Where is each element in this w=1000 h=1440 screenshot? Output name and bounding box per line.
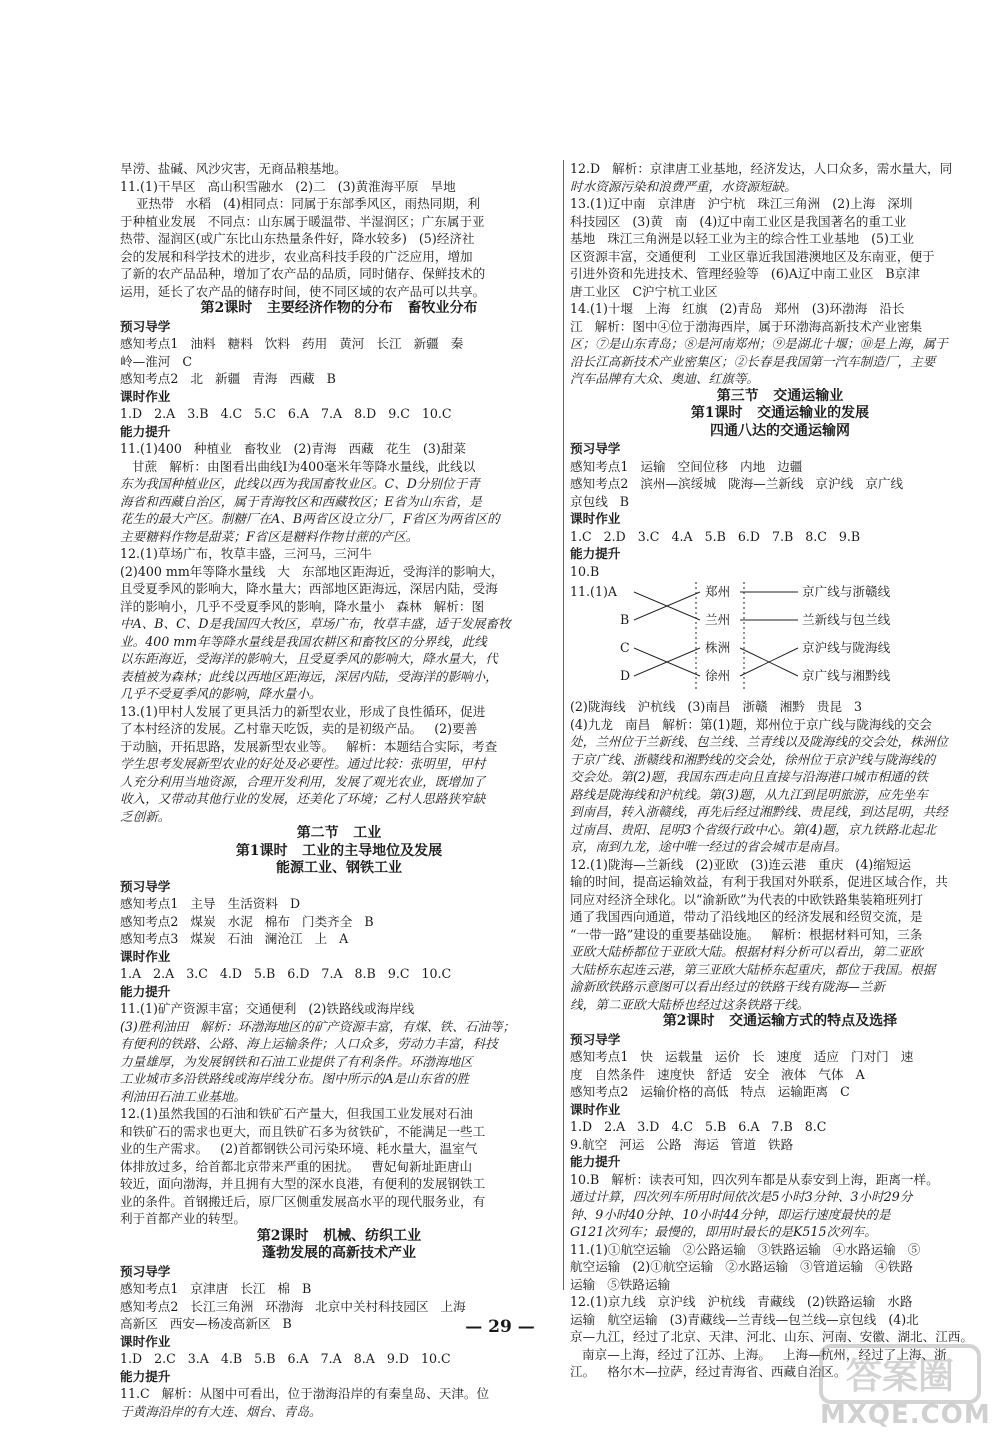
right-column-text-line: 第2课时 交通运输方式的特点及选择 <box>662 1013 898 1029</box>
column-divider <box>563 160 564 1290</box>
right-column-text-line: 区资源丰富，交通便利 工业区靠近我国港澳地区及东南亚，便于 <box>570 248 935 264</box>
left-column-lines-line: 几乎不受夏季风的影响，降水量小。 <box>120 686 322 701</box>
right-column-text-line: 9.航空 河运 公路 海运 管道 铁路 <box>570 1136 794 1152</box>
left-column-lines-line: 主要糖料作物是甜菜；F省区是糖料作物甘蔗的产区。 <box>120 528 419 544</box>
diagram-city-xuzhou: 徐州 <box>705 668 731 683</box>
left-column-lines-line: 海省和西藏自治区，属于青海牧区和西藏牧区；E省为山东省，是 <box>120 493 482 509</box>
watermark-url: MXQE.COM <box>820 1400 991 1430</box>
right-column-text-line: 京，南到九龙，途中唯一经过的省会城市是南昌。 <box>570 839 848 854</box>
left-column-lines-line: 能力提升 <box>120 1368 171 1384</box>
left-column-lines-line: 感知考点2 长江三角洲 环渤海 北京中关村科技园区 上海 <box>120 1298 466 1314</box>
right-column-text-line: 于京广线、浙赣线和湘黔线的交会处，徐州位于京沪线与陇海线的 <box>570 751 936 767</box>
left-column-lines-line: 11.(1)400 种植业 畜牧业 (2)青海 西藏 花生 (3)甜菜 <box>120 441 466 456</box>
right-column-text-line: 同应对经济全球化。以“渝新欧”为代表的中欧铁路集装箱班列打 <box>570 891 923 907</box>
left-column-lines-line: 1.D 2.A 3.B 4.C 5.C 6.A 7.A 8.D 9.C 10.C <box>120 406 452 421</box>
right-column-text-line: 能力提升 <box>570 546 621 561</box>
left-column-lines-line: 体排放过多，给首都北京带来严重的困扰。 曹妃甸新址距唐山 <box>120 1158 473 1174</box>
right-column-text-line: “一带一路”建设的重要基础设施。 解析：根据材料可知，三条 <box>570 926 923 942</box>
diagram-letter-c: C <box>620 640 630 655</box>
left-column-lines-line: 13.(1)甲村人发展了更具活力的新型农业，形成了良性循环，促进 <box>120 703 486 719</box>
left-column-lines-line: (2)400 mm年等降水量线 大 东部地区距海近，受海洋的影响大， <box>120 563 504 579</box>
railway-junction-matching-diagram <box>570 580 990 698</box>
left-column-lines-line: 11.(1)矿产资源丰富；交通便利 (2)铁路线或海岸线 <box>120 1001 415 1016</box>
left-column-lines-line: 表植被为森林；此线以西地区距海远，深居内陆，受海洋的影响小， <box>120 668 498 684</box>
diagram-line-1: 京广线与浙赣线 <box>802 584 891 599</box>
left-column-lines-line: 感知考点3 煤炭 石油 澜沧江 上 A <box>120 931 349 946</box>
diagram-city-zhengzhou: 郑州 <box>705 584 731 599</box>
right-column-text-line: 大陆桥东起连云港，第三亚欧大陆桥东起重庆，都位于我国。根据 <box>570 961 936 977</box>
right-column-text-line: (2)陇海线 沪杭线 (3)南昌 浙赣 湘黔 贵昆 3 <box>570 699 863 714</box>
right-column-text-line: 时水资源污染和浪费严重，水资源短缺。 <box>570 178 797 194</box>
right-column-text-line: 渝新欧铁路示意图可以看出经过的铁路干线有陇海—兰新 <box>570 979 885 994</box>
right-column-text-line: 感知考点2 运输价格的高低 特点 运输距离 C <box>570 1084 850 1099</box>
right-column-text-line: 四通八达的交通运输网 <box>710 422 850 439</box>
right-column-text-line: 交会处。第(2)题，我国东西走向且直接与沿海港口城市相通的铁 <box>570 769 928 784</box>
left-column-lines-line: 会的发展和科学技术的进步，农业高科技手段的广泛应用，增加 <box>120 248 473 264</box>
right-column-text-line: 钟、9小时40分钟、10小时44分钟，即运行速度最快的是 <box>570 1206 891 1222</box>
diagram-line-4: 京广线与湘黔线 <box>802 668 891 683</box>
left-column-lines-line: 第2课时 机械、纺织工业 <box>256 1227 422 1244</box>
left-column-lines-line: 有便利的铁路、公路、海上运输条件；人口众多，劳动力丰富，科技 <box>120 1036 498 1051</box>
right-column-text-line: 12.D 解析：京津唐工业基地，经济发达，人口众多，需水量大，同 <box>570 161 953 176</box>
right-column-text-line: 感知考点1 运输 空间位移 内地 边疆 <box>570 458 803 474</box>
left-column-lines-line: 11.(1)干旱区 高山积雪融水 (2)二 (3)黄淮海平原 旱地 <box>120 178 456 194</box>
right-column-text-line: 科技园区 (3)黄 南 (4)辽中南工业区是我国著名的重工业 <box>570 213 907 229</box>
left-column-lines-line: 洋的影响小，几乎不受夏季风的影响，降水量小 森林 解析：图 <box>120 598 485 614</box>
left-column-lines-line: 11.C 解析：从图中可看出，位于渤海沿岸的有秦皇岛、天津。位 <box>120 1386 490 1401</box>
right-column-text-line: 亚欧大陆桥都位于亚欧大陆。根据材料分析可以看出，第二亚欧 <box>570 944 923 959</box>
left-column-lines-line: 1.A 2.A 3.C 4.D 5.B 6.D 7.A 8.B 9.C 10.C <box>120 966 452 981</box>
left-column-lines-line: 感知考点1 京津唐 长江 棉 B <box>120 1281 312 1296</box>
svg-text:答案圈: 答案圈 <box>845 1356 955 1397</box>
right-column-text-line: 第三节 交通运输业 <box>716 387 844 404</box>
right-column-text-line: 通了我国西向通道，带动了沿线地区的经济发展和经贸交流，是 <box>570 909 923 924</box>
right-column-text-line: 预习导学 <box>570 1031 621 1047</box>
left-column-lines-line: 收入，又带动其他行业的发展，还美化了环境；乙村人思路狭窄缺 <box>120 791 486 806</box>
left-column-lines-line: 业。400 mm年等降水量线是我国农耕区和畜牧区的分界线，此线 <box>120 633 487 649</box>
right-column-text-line: 12.(1)陇海—兰新线 (2)亚欧 (3)连云港 重庆 (4)缩短运 <box>570 856 911 872</box>
left-column-lines-line: 于种植业发展 不同点：山东属于暖温带、半湿润区；广东属于亚 <box>120 213 485 229</box>
left-column-lines-line: 东为我国种植业区，此线以西为我国畜牧业区。C、D分别位于青 <box>120 476 480 491</box>
diagram-line-2: 兰新线与包兰线 <box>802 612 891 627</box>
right-column-text-line: 路线是陇海线和沪杭线。第(3)题，从九江到昆明旅游，应先坐车 <box>570 786 928 802</box>
right-column-text-line: 处，兰州位于兰新线、包兰线、兰青线以及陇海线的交会处，株洲位 <box>570 734 948 749</box>
right-column-text-line: 11.(1)①航空运输 ②公路运输 ③铁路运输 ④水路运输 ⑤ <box>570 1241 921 1257</box>
left-column-lines-line: 1.D 2.C 3.A 4.B 5.B 6.A 7.A 8.A 9.D 10.C <box>120 1351 451 1366</box>
right-column-text-line: 输的时间，提高运输效益，有利于我国对外联系，促进区域合作，共 <box>570 874 948 889</box>
page-number: — 29 — <box>465 1317 535 1337</box>
right-column-text-line: 江。 格尔木—拉萨，经过青海省、西藏自治区。 <box>570 1364 847 1379</box>
right-column-text-line: 航空运输 (2)①航空运输 ②水路运输 ③管道运输 ④铁路 <box>570 1259 913 1274</box>
left-column-lines-line: 能力提升 <box>120 423 171 439</box>
right-column-text-line: 引进外资和先进技术、管理经验等 (6)A辽中南工业区 B京津 <box>570 266 920 281</box>
left-column-lines-line: 业的条件。首钢搬迁后，原厂区侧重发展高水平的现代服务业，有 <box>120 1193 486 1209</box>
right-column-text-line: 10.B 解析：读表可知，四次列车都是从泰安到上海，距离一样。 <box>570 1171 939 1187</box>
left-column-lines-line: 利油田石油工业基地。 <box>120 1088 246 1104</box>
left-column-lines-line: 和铁矿石的需求也更大，而且铁矿石多为贫铁矿，不能满足一些工 <box>120 1123 486 1139</box>
diagram-city-zhuzhou: 株洲 <box>705 640 731 655</box>
right-column-text-line: 到南昌，转入浙赣线，再先后经过湘黔线、贵昆线，到达昆明，共经 <box>570 804 948 819</box>
left-column-lines-line: 了新的农产品品种，增加了农产品的品质，同时储存、保鲜技术的 <box>120 266 486 281</box>
right-column-text-line: 感知考点2 滨州—滨绥城 陇海—兰新线 京沪线 京广线 <box>570 476 904 491</box>
left-column-lines-line: 感知考点2 煤炭 水泥 棉布 门类齐全 B <box>120 913 374 929</box>
right-column-text-line: 13.(1)辽中南 京津唐 沪宁杭 珠江三角洲 (2)上海 深圳 <box>570 196 913 211</box>
right-column-text-line: 课时作业 <box>570 1101 621 1117</box>
left-column-lines-line: 热带、湿润区(或广东比山东热量条件好，降水较多) (5)经济社 <box>120 231 475 246</box>
right-column-text-line: 运输 航空运输 (3)青藏线—兰青线—包兰线—京包线 (4)北 <box>570 1311 919 1327</box>
left-column-lines-line: 利于首都产业的转型。 <box>120 1211 246 1226</box>
left-column-lines-line: 花生的最大产区。制糖厂在A、B两省区设立分厂，F省区为两省区的 <box>120 511 500 526</box>
right-column-text-line: 沿长江高新技术产业密集区；②长春是我国第一汽车制造厂，主要 <box>570 353 936 369</box>
right-column-text-line: 1.D 2.A 3.D 4.C 5.B 6.A 7.B 8.C <box>570 1119 827 1134</box>
left-column-lines-line: 第1课时 工业的主导地位及发展 <box>235 842 443 859</box>
diagram-line-3: 京沪线与陇海线 <box>802 640 891 655</box>
left-column-lines-line: 运用，延长了农产品的储存时间，使不同区域的农产品可以共享。 <box>120 283 486 299</box>
left-column-lines-line: 于黄海沿岸的有大连、烟台、青岛。 <box>120 1403 322 1419</box>
left-column-lines-line: 第2课时 主要经济作物的分布 畜牧业分布 <box>200 300 478 316</box>
right-column-text-line: 区；⑦是山东青岛；⑧是河南郑州；⑨是湖北十堰；⑩是上海，属于 <box>570 336 948 351</box>
left-column-lines-line: 高新区 西安—杨凌高新区 B <box>120 1316 292 1331</box>
right-column-text-line: 预习导学 <box>570 441 621 456</box>
left-column-lines-line: 能源工业、钢铁工业 <box>276 860 402 876</box>
right-column-text-line: 感知考点1 快 运载量 运价 长 速度 适应 门对门 速 <box>570 1049 914 1064</box>
right-column-text-line: 能力提升 <box>570 1154 621 1169</box>
right-column-text-line: 唐工业区 C沪宁杭工业区 <box>570 283 718 299</box>
left-column-lines-line: 能力提升 <box>120 983 171 999</box>
left-column-lines-line: 蓬勃发展的高新技术产业 <box>262 1245 416 1261</box>
left-column-lines-line: 预习导学 <box>120 878 171 894</box>
left-column-lines-line: 且受夏季风的影响大，降水量大；西部地区距海远，深居内陆，受海 <box>120 581 498 596</box>
left-column <box>120 160 558 1420</box>
right-column-text-line: 京包线 B <box>570 493 630 509</box>
right-column <box>570 160 990 1381</box>
left-column-lines-line: 预习导学 <box>120 1263 171 1279</box>
right-column-text-line: 第1课时 交通运输业的发展 <box>690 405 870 421</box>
left-column-lines-line: 业的生产需求。 (2)首都钢铁公司污染环境、耗水量大，温室气 <box>120 1141 478 1156</box>
left-column-lines-line: 较近，面向渤海，并且拥有大型的深水良港，有便利的发展钢铁工 <box>120 1176 486 1191</box>
right-column-text-line: 基地 珠江三角洲是以轻工业为主的综合性工业基地 (5)工业 <box>570 231 915 246</box>
diagram-city-lanzhou: 兰州 <box>705 612 731 627</box>
right-column-text-line: 运输 ⑤铁路运输 <box>570 1276 671 1292</box>
left-column-lines-line: 以东距海近，受海洋的影响大，且受夏季风的影响大，降水量大，代 <box>120 651 498 666</box>
left-column-lines-line: 乏创新。 <box>120 808 171 824</box>
right-column-text-line: 10.B <box>570 563 600 579</box>
diagram-question-label: 11.(1)A <box>570 584 617 599</box>
left-column-lines-line: 中A、B、C、D是我国四大牧区，草场广布，牧草丰盛，适于发展畜牧 <box>120 616 511 631</box>
left-column-lines-line: 课时作业 <box>120 388 171 404</box>
right-column-text-line: 南京—上海，经过了江苏、上海。 上海—杭州，经过了上海、浙 <box>570 1346 947 1362</box>
right-column-bottom-text <box>570 698 990 1381</box>
left-column-lines-line: 感知考点1 主导 生活资料 D <box>120 896 301 911</box>
left-column-lines-line: 课时作业 <box>120 948 171 964</box>
right-column-text-line: 课时作业 <box>570 511 621 526</box>
right-column-text-line: 江 解析：图中④位于渤海西岸，属于环渤海高新技术产业密集 <box>570 318 923 334</box>
left-column-lines-line: 旱涝、盐碱、风沙灾害，无商品粮基地。 <box>120 161 347 176</box>
left-column-lines-line: 第二节 工业 <box>296 825 382 841</box>
left-column-lines-line: 学生思考发展新型农业的好处及必要性。通过比较：张明里，甲村 <box>120 756 486 771</box>
left-column-lines-line: (3)胜利油田 解析：环渤海地区的矿产资源丰富，有煤、铁、石油等； <box>120 1018 516 1034</box>
left-column-lines-line: 感知考点2 北 新疆 青海 西藏 B <box>120 371 336 386</box>
left-column-lines-line: 亚热带 水稻 (4)相同点：同属于东部季风区，雨热同期，利 <box>120 196 481 211</box>
right-column-text-line: 过南昌、贵阳、昆明3个省级行政中心。第(4)题，京九铁路北起北 <box>570 821 936 837</box>
left-column-lines-line: 预习导学 <box>120 318 171 334</box>
left-column-lines-line: 12.(1)草场广布，牧草丰盛，三河马，三河牛 <box>120 546 372 561</box>
left-column-lines-line: 课时作业 <box>120 1333 171 1349</box>
right-column-text-line: 汽车品牌有大众、奥迪、红旗等。 <box>570 371 759 386</box>
right-column-text-line: 通过计算，四次列车所用时间依次是5小时3分钟、3小时29分 <box>570 1189 913 1204</box>
left-column-lines-line: 工业城市多沿铁路线或海岸线分布。图中所示的A是山东省的胜 <box>120 1071 470 1086</box>
left-column-lines-line: 甘蔗 解析：由图看出曲线Ⅰ为400毫米年等降水量线，此线以 <box>120 458 476 474</box>
left-column-lines-line: 感知考点1 油料 糖料 饮料 药用 黄河 长江 新疆 秦 <box>120 336 464 351</box>
left-column-lines-line: 岭—淮河 C <box>120 353 193 369</box>
diagram-connectors <box>570 580 990 698</box>
left-column-lines-line: 12.(1)虽然我国的石油和铁矿石产量大，但我国工业发展对石油 <box>120 1106 473 1121</box>
right-column-text-line: G121次列车；最慢的，即用时最长的是K515次列车。 <box>570 1224 877 1239</box>
right-column-text-line: (4)九龙 南昌 解析：第(1)题，郑州位于京广线与陇海线的交会 <box>570 716 932 732</box>
left-column-lines-line: 于动脑，开拓思路，发展新型农业等。 解析：本题结合实际，考查 <box>120 738 498 754</box>
diagram-letter-d: D <box>620 668 631 683</box>
right-column-text-line: 14.(1)十堰 上海 红旗 (2)青岛 郑州 (3)环渤海 沿长 <box>570 301 905 316</box>
diagram-letter-b: B <box>620 612 630 627</box>
left-column-lines-line: 力量雄厚，为发展钢铁和石油工业提供了有利条件。环渤海地区 <box>120 1053 473 1069</box>
right-column-text-line: 12.(1)京九线 京沪线 沪杭线 青藏线 (2)铁路运输 水路 <box>570 1294 913 1309</box>
right-column-text-line: 度 自然条件 速度快 舒适 安全 液体 气体 A <box>570 1066 865 1082</box>
left-column-lines-line: 了本村经济的发展。乙村靠天吃饭，卖的是初级产品。 (2)要善 <box>120 721 478 736</box>
right-column-text-line: 1.C 2.D 3.C 4.A 5.B 6.D 7.B 8.C 9.B <box>570 528 861 544</box>
right-column-text-line: 线，第二亚欧大陆桥也经过这条铁路干线。 <box>570 996 810 1012</box>
right-column-text-line: 京—九江，经过了北京、天津、河北、山东、河南、安徽、湖北、江西。 <box>570 1329 973 1344</box>
left-column-lines-line: 人充分利用当地资源，合理开发利用，发展了观光农业，既增加了 <box>120 773 486 789</box>
right-column-top-text <box>570 160 990 580</box>
